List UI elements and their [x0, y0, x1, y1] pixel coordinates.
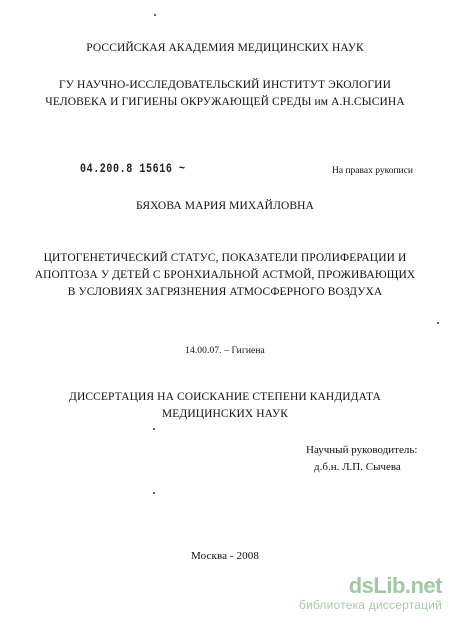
watermark-logo: dsLib.net [348, 573, 442, 598]
title-line1: ЦИТОГЕНЕТИЧЕСКИЙ СТАТУС, ПОКАЗАТЕЛИ ПРОЛИФЕРАЦИИ И [43, 252, 407, 264]
author-name: БЯХОВА МАРИЯ МИХАЙЛОВНА [136, 200, 314, 212]
scan-speck [153, 428, 155, 430]
academy-name: РОССИЙСКАЯ АКАДЕМИЯ МЕДИЦИНСКИХ НАУК [86, 42, 364, 54]
watermark-subtitle: библиотека диссертаций [298, 598, 442, 612]
scan-speck [437, 322, 439, 324]
scan-speck [153, 492, 155, 494]
supervisor-name: д.б.н. Л.П. Сычева [314, 461, 401, 473]
title-line2: АПОПТОЗА У ДЕТЕЙ С БРОНХИАЛЬНОЙ АСТМОЙ, ПРОЖИВАЮЩИХ [34, 269, 416, 281]
specialty-code: 14.00.07. – Гигиена [185, 346, 265, 356]
registration-number: 04.200.8 15616 ~ [80, 163, 186, 177]
degree-line2: МЕДИЦИНСКИХ НАУК [161, 408, 289, 420]
degree-line1: ДИССЕРТАЦИЯ НА СОИСКАНИЕ СТЕПЕНИ КАНДИДАТА [69, 391, 381, 403]
supervisor-label: Научный руководитель: [306, 444, 418, 456]
title-line3: В УСЛОВИЯХ ЗАГРЯЗНЕНИЯ АТМОСФЕРНОГО ВОЗДУХА [67, 286, 383, 298]
city-year: Москва - 2008 [191, 550, 259, 562]
dslib-watermark [299, 575, 442, 613]
institute-name-line1: ГУ НАУЧНО-ИССЛЕДОВАТЕЛЬСКИЙ ИНСТИТУТ ЭКОЛОГИИ [59, 79, 391, 91]
scan-speck [154, 14, 156, 16]
institute-name-line2: ЧЕЛОВЕКА И ГИГИЕНЫ ОКРУЖАЮЩЕЙ СРЕДЫ им А.Н.СЫСИНА [45, 96, 405, 108]
manuscript-rights-label: На правах рукописи [332, 166, 413, 176]
